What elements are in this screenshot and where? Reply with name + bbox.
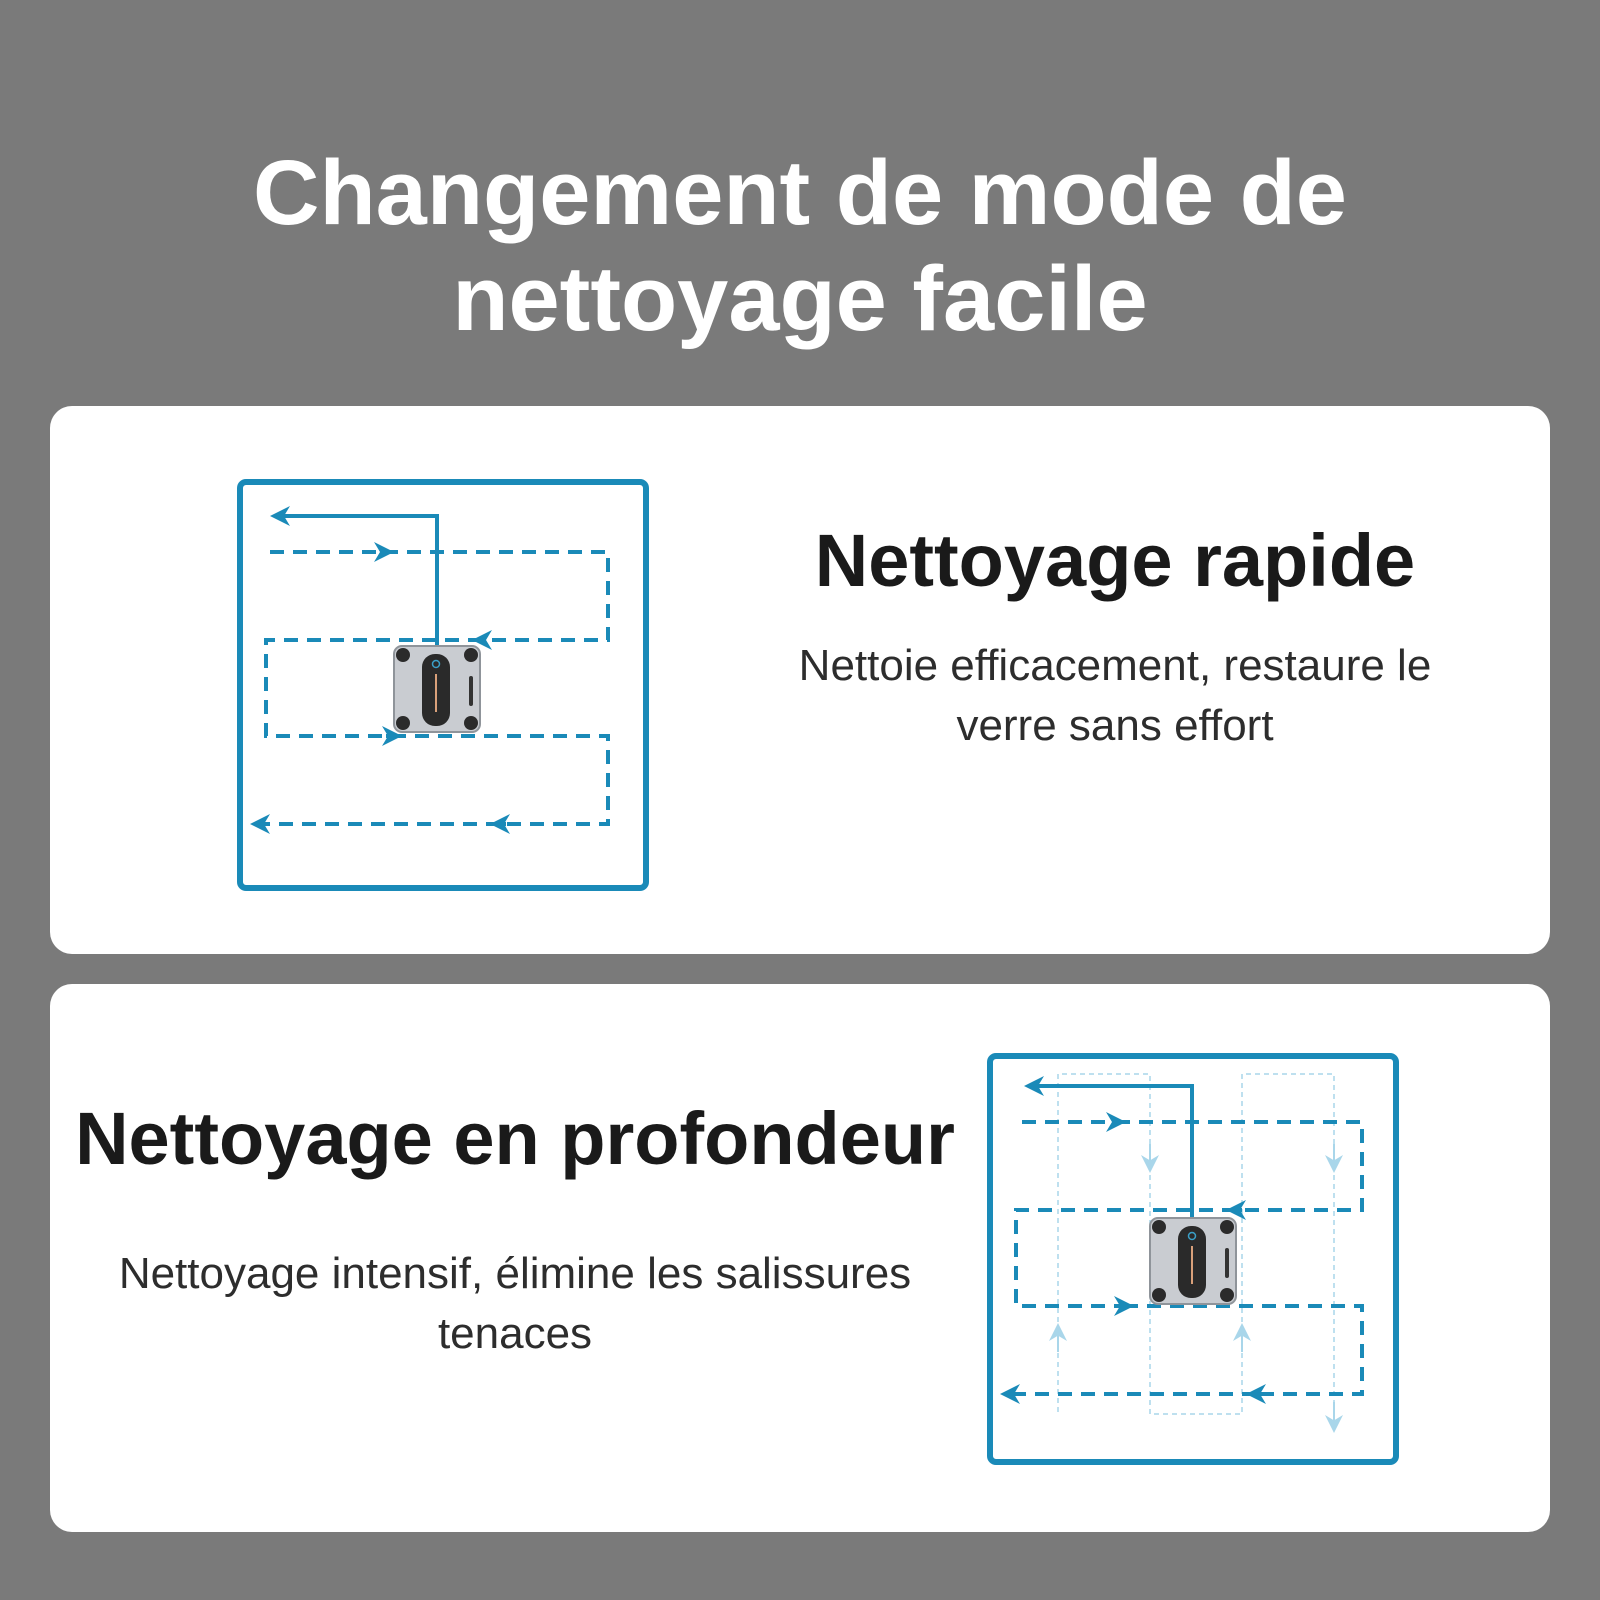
deep-mode-description: Nettoyage intensif, élimine les salissures tenaces bbox=[118, 1249, 912, 1358]
quick-mode-card bbox=[50, 406, 1550, 954]
quick-mode-title: Nettoyage rapide bbox=[814, 519, 1416, 602]
robot-deep-path-diagram-icon bbox=[986, 1052, 1406, 1472]
page-title-line-2: nettoyage facile bbox=[452, 248, 1148, 350]
window-robot-icon bbox=[394, 646, 480, 732]
page-title bbox=[0, 140, 1600, 352]
robot-path-diagram-icon bbox=[236, 478, 656, 898]
quick-mode-text bbox=[770, 516, 1460, 756]
deep-mode-text bbox=[60, 1094, 970, 1364]
window-robot-icon bbox=[1150, 1218, 1236, 1304]
deep-mode-card bbox=[50, 984, 1550, 1532]
quick-mode-description: Nettoie efficacement, restaure le verre sans effort bbox=[798, 641, 1432, 750]
deep-mode-title: Nettoyage en profondeur bbox=[75, 1097, 955, 1180]
page-title-line-1: Changement de mode de bbox=[253, 142, 1347, 244]
